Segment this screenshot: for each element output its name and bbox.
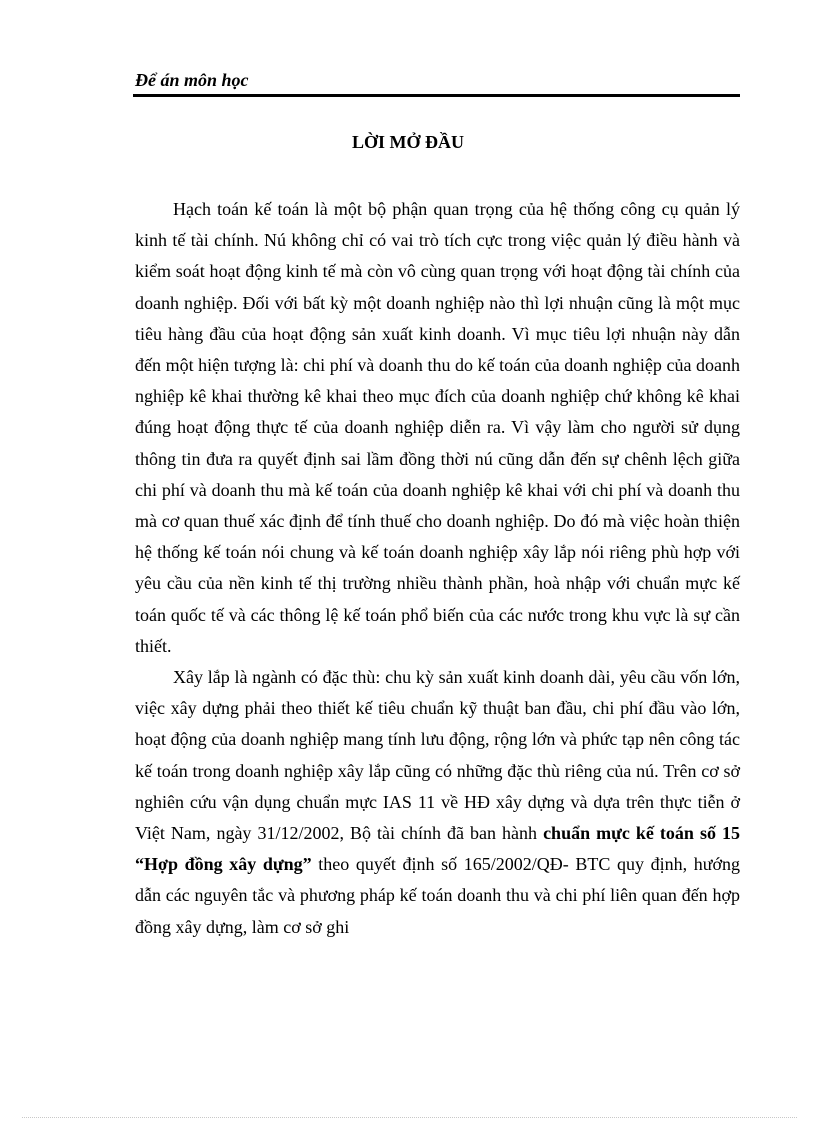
paragraph-2-text-a: Xây lắp là ngành có đặc thù: chu kỳ sản xuất kinh doanh dài, yêu cầu vốn lớn, việc xây dựng phải theo thiết kế tiêu chuẩn kỹ thuật ban đầu, chi phí đầu vào lớn, hoạt động của doanh nghiệp mang tính lưu động, rộng lớn và phức tạp nên công tác kế toán trong doanh nghiệp xây lắp cũng có những đặc thù riêng của nú. Trên cơ sở nghiên cứu vận dụng chuẩn mực IAS 11 về HĐ xây dựng và dựa trên thực tiễn ở Việt Nam, ngày 31/12/2002, Bộ tài chính đã ban hành [135, 667, 740, 844]
paragraph-2-text-b: theo quyết định số 165/2002/QĐ- BTC quy định, hướng dẫn các nguyên tắc và phương pháp kế toán doanh thu và chi phí liên quan đến hợp đồng xây dựng, làm cơ sở ghi [135, 854, 741, 937]
document-body [135, 194, 740, 943]
paragraph-2-bold-standard: chuẩn mực kế toán số 15 “Hợp đồng xây dựng” [135, 823, 740, 875]
paragraph-1: Hạch toán kế toán là một bộ phận quan trọng của hệ thống công cụ quản lý kinh tế tài chính. Nú không chỉ có vai trò tích cực trong việc quản lý điều hành và kiểm soát hoạt động kinh tế mà còn vô cùng quan trọng với hoạt động tài chính của doanh nghiệp. Đối với bất kỳ một doanh nghiệp nào thì lợi nhuận cũng là một mục tiêu hàng đầu của hoạt động sản xuất kinh doanh. Vì mục tiêu lợi nhuận này dẫn đến một hiện tượng là: chi phí và doanh thu do kế toán của doanh nghiệp của doanh nghiệp kê khai thường kê khai theo mục đích của doanh nghiệp chứ không kê khai đúng hoạt động thực tế của doanh nghiệp diễn ra. Vì vậy làm cho người sử dụng thông tin đưa ra quyết định sai lầm đồng thời nú cũng dẫn đến sự chênh lệch giữa chi phí và doanh thu mà kế toán của doanh nghiệp kê khai với chi phí và doanh thu mà cơ quan thuế xác định để tính thuế cho doanh nghiệp. Do đó mà việc hoàn thiện hệ thống kế toán nói chung và kế toán doanh nghiệp xây lắp nói riêng phù hợp với yêu cầu của nền kinh tế thị trường nhiều thành phần, hoà nhập với chuẩn mực kế toán quốc tế và các thông lệ kế toán phổ biến của các nước trong khu vực là sự cần thiết. [135, 199, 740, 656]
paragraph-2 [135, 662, 740, 943]
footer-dotted-rule [22, 1117, 797, 1118]
header-title: Để án môn học [135, 70, 249, 90]
document-title: LỜI MỞ ĐẦU [352, 132, 464, 152]
header-rule [133, 94, 740, 97]
